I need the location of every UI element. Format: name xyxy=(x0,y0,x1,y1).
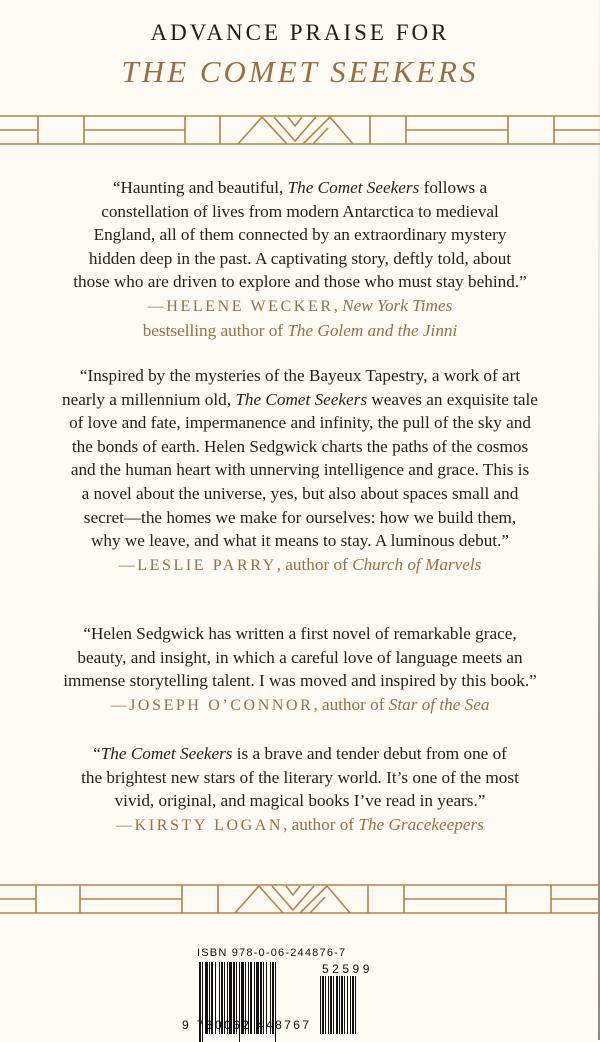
quote-line: the bonds of earth. Helen Sedgwick charts the paths of the cosmos xyxy=(71,436,529,456)
quote-line: nearly a millennium old, The Comet Seekers weaves an exquisite tale xyxy=(62,389,538,409)
attribution: —HELENE WECKER, New York Times xyxy=(147,295,453,315)
art-deco-border-icon xyxy=(0,883,600,915)
quote-line: “Helen Sedgwick has written a first novel of remarkable grace, xyxy=(83,624,517,643)
quote-line: constellation of lives from modern Antarctica to medieval xyxy=(101,201,499,221)
quote-line: the brightest new stars of the literary world. It’s one of the most xyxy=(81,767,519,787)
quote-line: vivid, original, and magical books I’ve read in years.” xyxy=(114,791,486,811)
attribution: —LESLIE PARRY, author of Church of Marvels xyxy=(118,554,482,574)
quote-helene-wecker xyxy=(0,176,600,342)
quote-leslie-parry xyxy=(0,364,600,577)
art-deco-border-icon xyxy=(0,114,600,146)
attribution-work: Star of the Sea xyxy=(388,694,490,714)
decorative-band-top xyxy=(0,114,600,146)
quote-line: hidden deep in the past. A captivating story, deftly told, about xyxy=(88,248,512,268)
quote-line: of love and fate, impermanence and infinity, the pull of the sky and xyxy=(69,413,531,433)
attribution-work: The Gracekeepers xyxy=(358,814,484,834)
attribution-work: The Golem and the Jinni xyxy=(287,320,458,340)
quote-line: “Haunting and beautiful, The Comet Seekers follows a xyxy=(112,178,488,197)
quote-line: a novel about the universe, yes, but also about spaces small and xyxy=(81,483,519,503)
quote-line: immense storytelling talent. I was moved and inspired by this book.” xyxy=(63,671,537,691)
header xyxy=(0,0,600,90)
attribution-work: Church of Marvels xyxy=(352,554,482,574)
quote-kirsty-logan xyxy=(0,742,600,837)
book-title-italic: The Comet Seekers xyxy=(100,744,233,763)
quote-line: “The Comet Seekers is a brave and tender debut from one of xyxy=(93,744,507,763)
isbn-label: ISBN 978-0-06-244876-7 xyxy=(197,947,347,959)
attribution-line-2: bestselling author of The Golem and the Jinni xyxy=(142,320,458,340)
quote-line: “Inspired by the mysteries of the Bayeux Tapestry, a work of art xyxy=(79,366,521,385)
attribution-publication: New York Times xyxy=(342,295,453,315)
book-title-italic: The Comet Seekers xyxy=(235,389,368,409)
quote-line: beauty, and insight, in which a careful love of language meets an xyxy=(77,647,523,667)
quote-line: secret—the homes we make for ourselves: how we build them, xyxy=(83,507,517,527)
header-kicker: ADVANCE PRAISE FOR xyxy=(150,20,450,45)
attribution-name: —JOSEPH O’CONNOR xyxy=(110,696,314,714)
quote-line: England, all of them connected by an extraordinary mystery xyxy=(93,225,507,245)
ean-digits: 9 780062 448767 xyxy=(182,1018,312,1032)
quote-line: why we leave, and what it means to stay. A luminous debut.” xyxy=(91,531,509,551)
attribution-name: —LESLIE PARRY xyxy=(118,556,277,574)
isbn-barcode xyxy=(182,948,422,1038)
attribution-name: —HELENE WECKER xyxy=(147,297,334,315)
quote-joseph-oconnor xyxy=(0,622,600,717)
book-title-italic: The Comet Seekers xyxy=(287,178,420,197)
attribution-name: —KIRSTY LOGAN xyxy=(116,816,284,834)
quote-line: those who are driven to explore and those who must stay behind.” xyxy=(73,272,527,292)
decorative-band-bottom xyxy=(0,883,600,915)
quote-line: and the human heart with unnerving intelligence and grace. This is xyxy=(70,460,530,480)
book-title: THE COMET SEEKERS xyxy=(121,54,479,89)
attribution: —JOSEPH O’CONNOR, author of Star of the Sea xyxy=(110,694,490,714)
addon-barcode-bars-icon xyxy=(320,976,378,1034)
attribution: —KIRSTY LOGAN, author of The Gracekeepers xyxy=(116,814,484,834)
price-addon-digits: 52599 xyxy=(322,962,373,976)
